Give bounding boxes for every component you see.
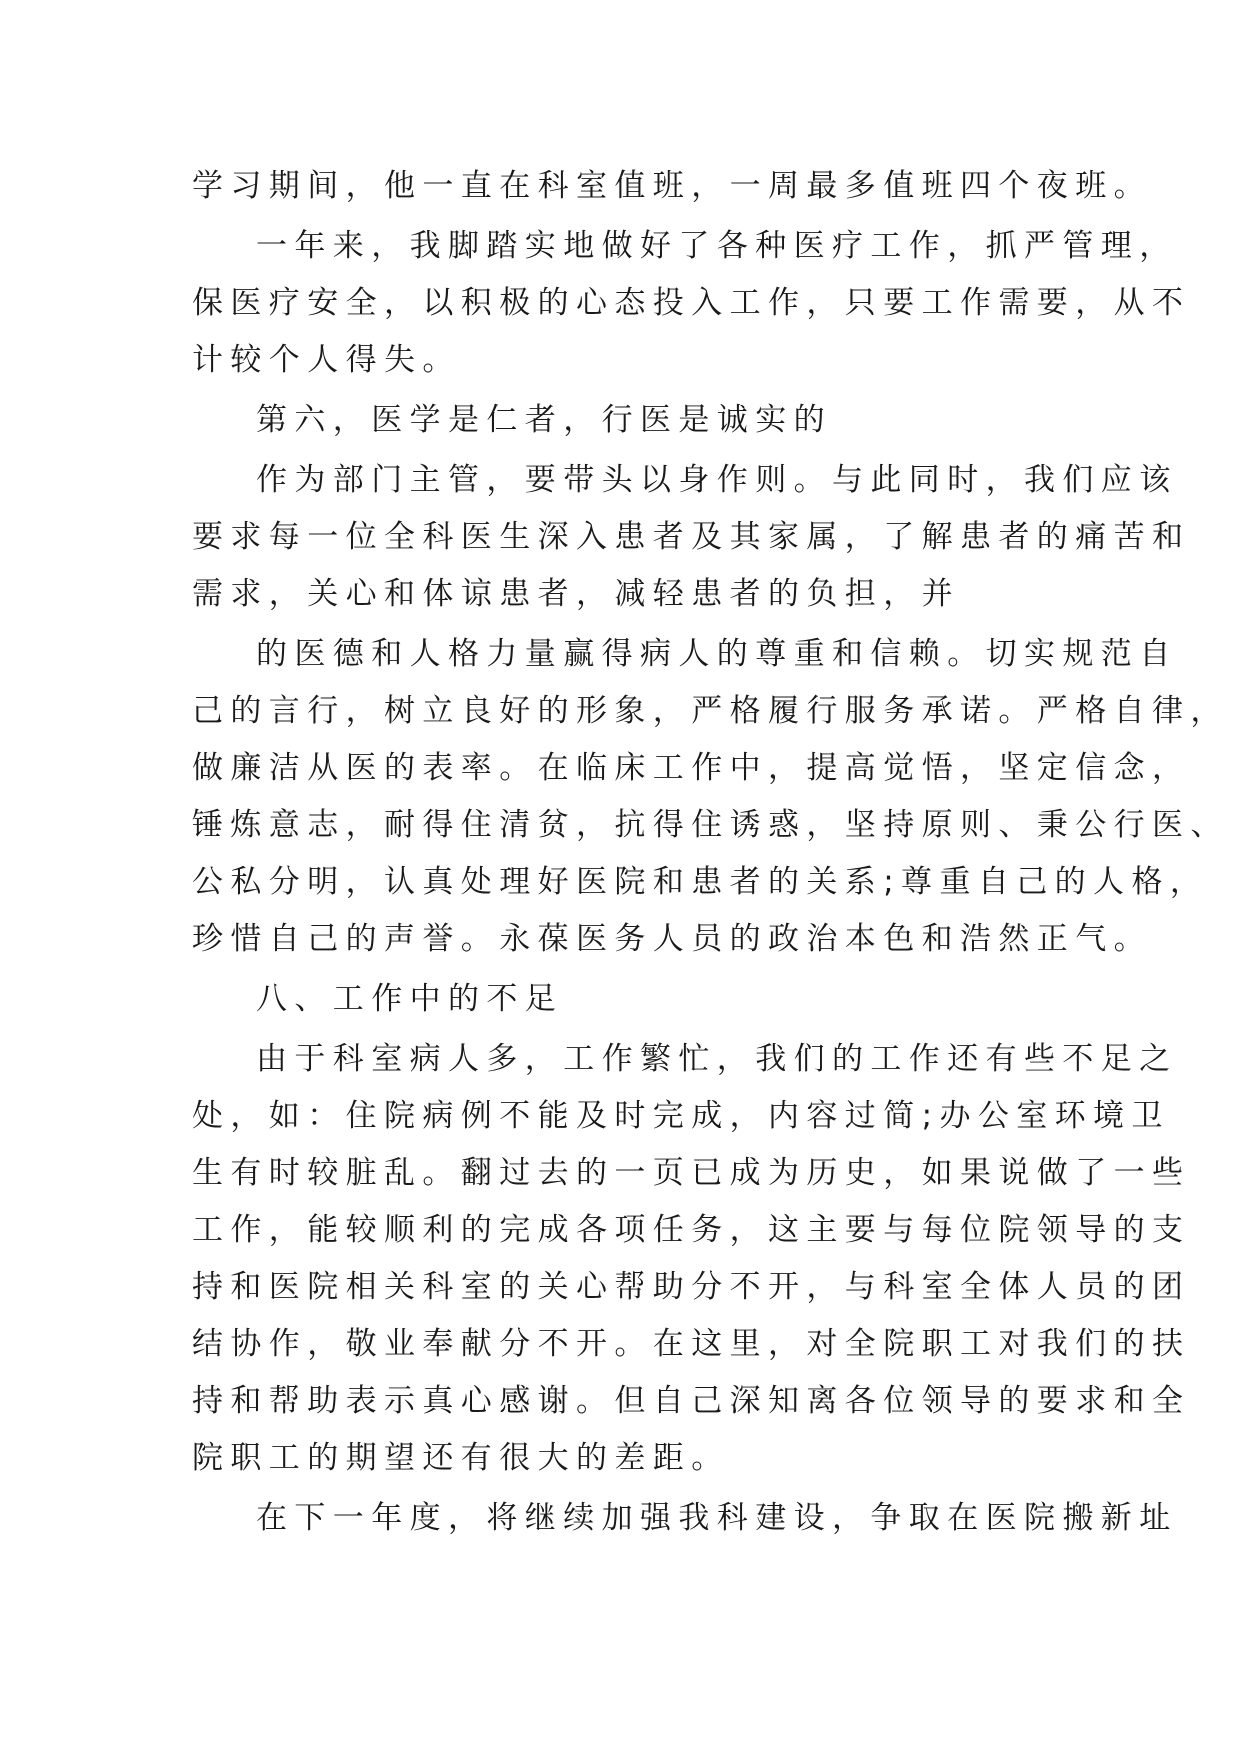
section-heading: 八、工作中的不足 [256,981,564,1017]
text-line: 一年来，我脚踏实地做好了各种医疗工作，抓严管理， [256,228,1178,264]
text-line: 由于科室病人多，工作繁忙，我们的工作还有些不足之 [256,1041,1178,1077]
text-line: 持和医院相关科室的关心帮助分不开，与科室全体人员的团 [192,1269,1191,1305]
text-line: 在下一年度，将继续加强我科建设，争取在医院搬新址 [256,1500,1178,1536]
text-line: 学习期间，他一直在科室值班，一周最多值班四个夜班。 [192,168,1152,204]
text-line: 的医德和人格力量赢得病人的尊重和信赖。切实规范自 [256,636,1178,672]
text-line: 需求，关心和体谅患者，减轻患者的负担，并 [192,576,960,612]
text-line: 做廉洁从医的表率。在临床工作中，提高觉悟，坚定信念， [192,750,1191,786]
text-line: 锤炼意志，耐得住清贫，抗得住诱惑，坚持原则、秉公行医、 [192,807,1229,843]
text-line: 要求每一位全科医生深入患者及其家属，了解患者的痛苦和 [192,519,1191,555]
text-line: 持和帮助表示真心感谢。但自己深知离各位领导的要求和全 [192,1383,1191,1419]
text-line: 结协作，敬业奉献分不开。在这里，对全院职工对我们的扶 [192,1326,1191,1362]
text-line: 工作，能较顺利的完成各项任务，这主要与每位院领导的支 [192,1212,1191,1248]
text-line: 生有时较脏乱。翻过去的一页已成为历史，如果说做了一些 [192,1155,1191,1191]
text-line: 作为部门主管，要带头以身作则。与此同时，我们应该 [256,462,1178,498]
text-line: 保医疗安全，以积极的心态投入工作，只要工作需要，从不 [192,285,1191,321]
text-line: 计较个人得失。 [192,342,461,378]
text-line: 己的言行，树立良好的形象，严格履行服务承诺。严格自律， [192,693,1229,729]
text-line: 珍惜自己的声誉。永葆医务人员的政治本色和浩然正气。 [192,921,1152,957]
section-heading: 第六，医学是仁者，行医是诚实的 [256,402,832,438]
text-line: 处，如：住院病例不能及时完成，内容过简;办公室环境卫 [192,1098,1170,1134]
text-line: 院职工的期望还有很大的差距。 [192,1440,730,1476]
text-line: 公私分明，认真处理好医院和患者的关系;尊重自己的人格， [192,864,1209,900]
